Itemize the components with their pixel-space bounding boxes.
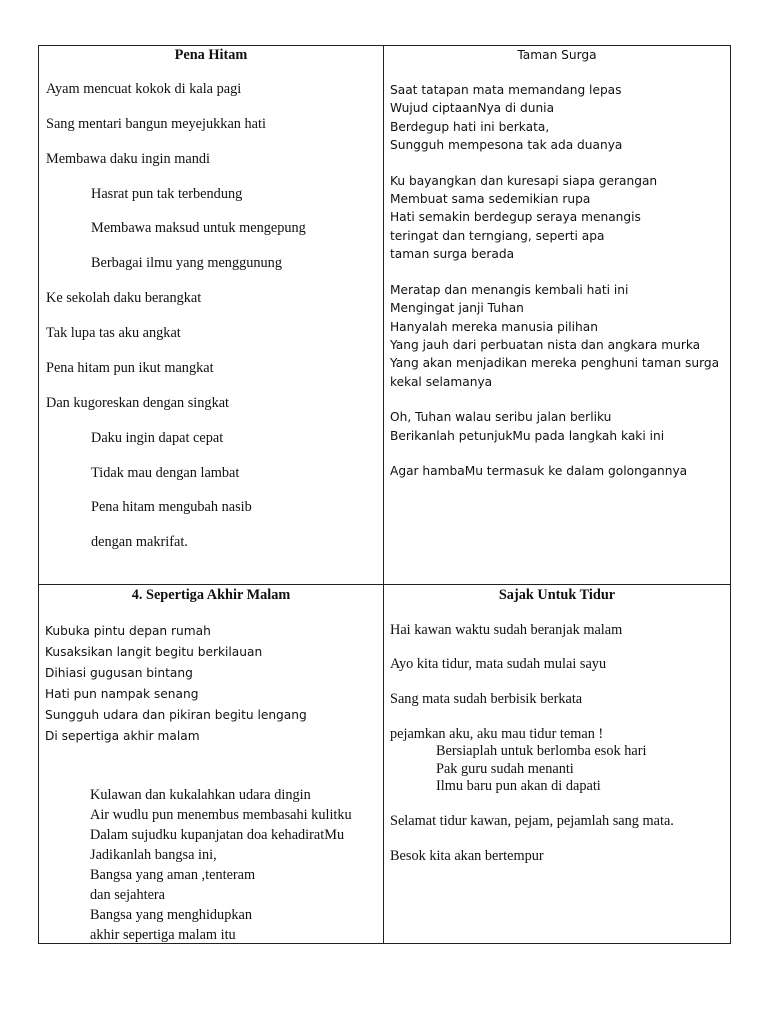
poem-line: Ayam mencuat kokok di kala pagi: [46, 81, 242, 97]
poem-line: Hai kawan waktu sudah beranjak malam: [390, 622, 623, 638]
poem-line: Agar hambaMu termasuk ke dalam golongannya: [390, 464, 688, 478]
poem-line: Kusaksikan langit begitu berkilauan: [45, 645, 263, 659]
poem-line: Di sepertiga akhir malam: [45, 729, 200, 743]
poem-line: Pak guru sudah menanti: [436, 761, 574, 777]
poem-title: Sajak Untuk Tidur: [498, 587, 616, 603]
poem-title: Pena Hitam: [174, 47, 248, 63]
poem-line: Jadikanlah bangsa ini,: [90, 847, 217, 863]
table-border-right: [730, 45, 731, 944]
poem-line: Berbagai ilmu yang menggunung: [91, 255, 282, 271]
poem-line: pejamkan aku, aku mau tidur teman !: [390, 726, 604, 742]
poem-line: Mengingat janji Tuhan: [390, 301, 524, 315]
poem-line: Tidak mau dengan lambat: [91, 465, 240, 481]
poem-line: Pena hitam mengubah nasib: [91, 499, 252, 515]
poem-title: Taman Surga: [517, 48, 597, 62]
poem-line: Membawa daku ingin mandi: [46, 151, 210, 167]
poem-line: Hasrat pun tak terbendung: [91, 186, 243, 202]
poem-line: dan sejahtera: [90, 887, 166, 903]
poem-line: Berdegup hati ini berkata,: [390, 120, 550, 134]
poem-cell-sepertiga-akhir-malam: [39, 585, 383, 943]
poem-line: Daku ingin dapat cepat: [91, 430, 224, 446]
poem-line: Hanyalah mereka manusia pilihan: [390, 320, 598, 334]
poem-line: Wujud ciptaanNya di dunia: [390, 101, 555, 115]
poem-line: Dan kugoreskan dengan singkat: [46, 395, 230, 411]
poem-line: Ilmu baru pun akan di dapati: [436, 778, 601, 794]
poem-line: Ku bayangkan dan kuresapi siapa gerangan: [390, 174, 658, 188]
poem-line: Selamat tidur kawan, pejam, pejamlah sang mata.: [390, 813, 674, 829]
poem-line: Ke sekolah daku berangkat: [46, 290, 202, 306]
poem-line: Berikanlah petunjukMu pada langkah kaki ini: [390, 429, 665, 443]
poem-line: Pena hitam pun ikut mangkat: [46, 360, 214, 376]
poem-line: Bangsa yang menghidupkan: [90, 907, 252, 923]
poem-line: Oh, Tuhan walau seribu jalan berliku: [390, 410, 612, 424]
poem-cell-taman-surga: [384, 46, 730, 584]
poem-line: taman surga berada: [390, 247, 515, 261]
poem-line: Bangsa yang aman ,tenteram: [90, 867, 256, 883]
poem-line: Sang mata sudah berbisik berkata: [390, 691, 583, 707]
poem-line: Sungguh udara dan pikiran begitu lengang: [45, 708, 307, 722]
poem-line: Membuat sama sedemikian rupa: [390, 192, 591, 206]
poem-cell-sajak-untuk-tidur: [384, 585, 730, 943]
poem-line: Sungguh mempesona tak ada duanya: [390, 138, 623, 152]
poem-line: Hati pun nampak senang: [45, 687, 199, 701]
poem-line: Yang akan menjadikan mereka penghuni taman surga: [390, 356, 720, 370]
poem-cell-pena-hitam: [39, 46, 383, 584]
poem-line: Yang jauh dari perbuatan nista dan angkara murka: [390, 338, 701, 352]
poem-line: Membawa maksud untuk mengepung: [91, 220, 306, 236]
poem-line: Ayo kita tidur, mata sudah mulai sayu: [390, 656, 607, 672]
poem-line: Bersiaplah untuk berlomba esok hari: [436, 743, 647, 759]
poem-line: Air wudlu pun menembus membasahi kulitku: [90, 807, 352, 823]
poem-line: dengan makrifat.: [91, 534, 188, 550]
poem-line: Tak lupa tas aku angkat: [46, 325, 181, 341]
poem-line: Kulawan dan kukalahkan udara dingin: [90, 787, 311, 803]
poem-line: Saat tatapan mata memandang lepas: [390, 83, 622, 97]
poem-line: kekal selamanya: [390, 375, 493, 389]
poem-line: Dalam sujudku kupanjatan doa kehadiratMu: [90, 827, 345, 843]
poem-line: Meratap dan menangis kembali hati ini: [390, 283, 629, 297]
poem-line: teringat dan terngiang, seperti apa: [390, 229, 605, 243]
poem-line: akhir sepertiga malam itu: [90, 927, 236, 943]
poem-title: 4. Sepertiga Akhir Malam: [131, 587, 291, 603]
poem-line: Kubuka pintu depan rumah: [45, 624, 211, 638]
poem-line: Sang mentari bangun meyejukkan hati: [46, 116, 266, 132]
table-border-bottom: [38, 943, 731, 944]
poem-line: Hati semakin berdegup seraya menangis: [390, 210, 641, 224]
poem-line: Dihiasi gugusan bintang: [45, 666, 193, 680]
poem-line: Besok kita akan bertempur: [390, 848, 544, 864]
